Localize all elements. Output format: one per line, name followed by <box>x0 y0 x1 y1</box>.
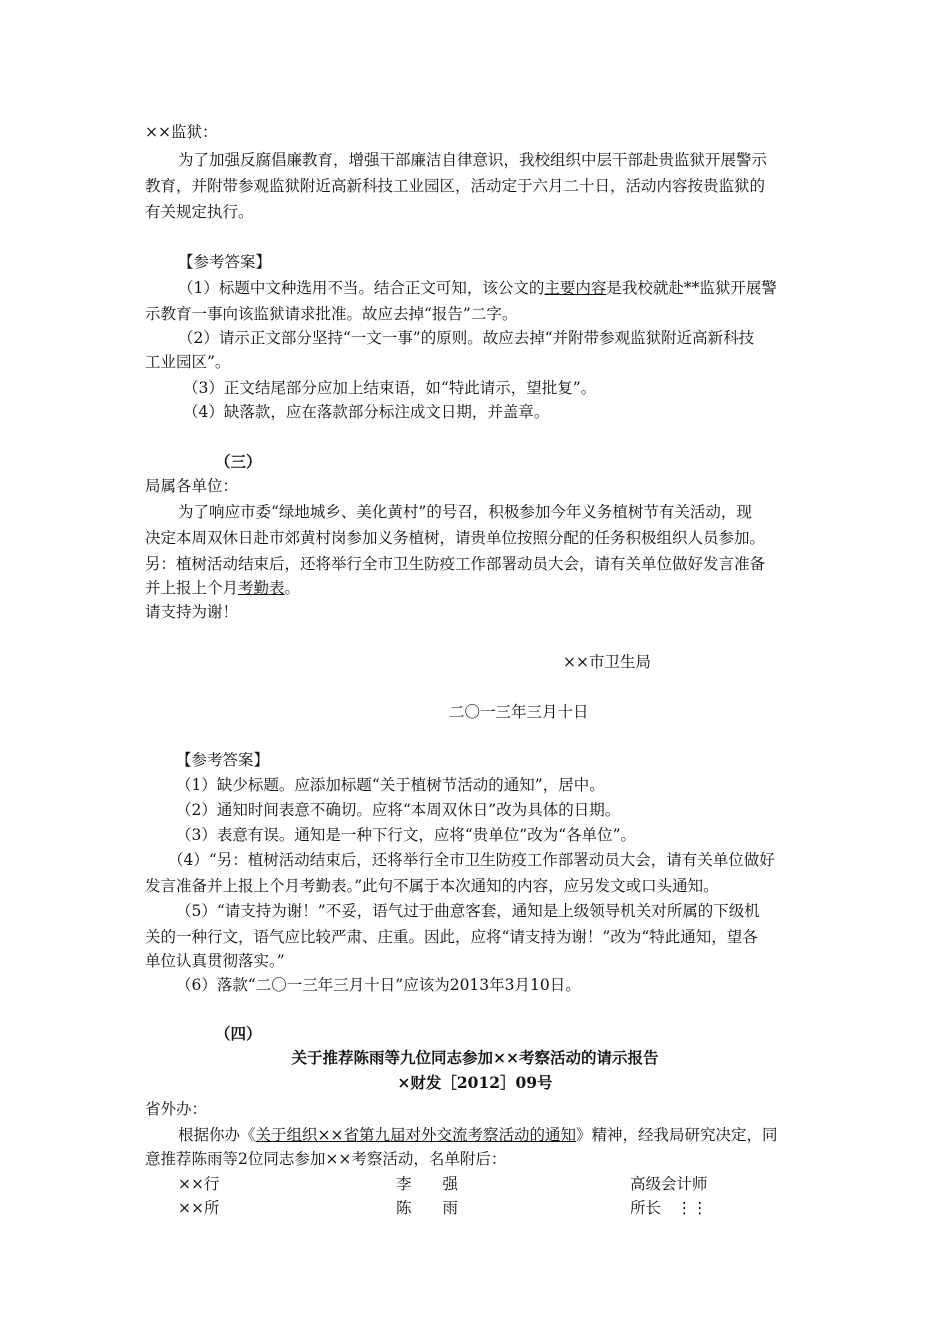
nominee-name: 陈 雨 <box>396 1199 459 1217</box>
sec2-answer-2: （2）请示正文部分坚持“一文一事”的原则。故应去掉“并附带参观监狱附近高新科技 <box>178 329 755 347</box>
sec2-body-line: 教育，并附带参观监狱附近高新科技工业园区，活动定于六月二十日，活动内容按贵监狱的 <box>145 177 766 195</box>
sec3-answer-2: （2）通知时间表意不确切。应将“本周双休日”改为具体的日期。 <box>176 801 621 819</box>
sec2-answer-2-cont: 工业园区”。 <box>145 353 231 371</box>
sec4-body-line: 根据你办《关于组织××省第九届对外交流考察活动的通知》精神，经我局研究决定，同 <box>178 1126 778 1144</box>
sec2-answer-1-cont: 示教育一事向该监狱请求批准。故应去掉“报告”二字。 <box>145 305 518 323</box>
sec3-signer: ××市卫生局 <box>563 653 651 671</box>
sec3-answer-5-cont: 关的一种行文，语气应比较严肃、庄重。因此，应将“请支持为谢！”改为“特此通知，望各 <box>145 928 758 946</box>
sec2-answer-3: （3）正文结尾部分应加上结束语，如“特此请示，望批复”。 <box>183 379 597 397</box>
underlined-document-title: 关于组织××省第九届对外交流考察活动的通知 <box>255 1126 576 1144</box>
sec2-answer-4: （4）缺落款，应在落款部分标注成文日期，并盖章。 <box>183 403 550 421</box>
sec2-body-line: 有关规定执行。 <box>145 203 254 221</box>
sec3-answer-4: （4）“另：植树活动结束后，还将举行全市卫生防疫工作部署动员大会，请有关单位做好 <box>168 851 775 869</box>
sec3-body-line: 决定本周双休日赴市郊黄村岗参加义务植树，请贵单位按照分配的任务积极组织人员参加。 <box>145 529 766 547</box>
sec3-thanks: 请支持为谢！ <box>145 603 239 621</box>
sec3-answer-3: （3）表意有误。通知是一种下行文，应将“贵单位”改为“各单位”。 <box>176 826 637 844</box>
sec3-body-line: 另：植树活动结束后，还将举行全市卫生防疫工作部署动员大会，请有关单位做好发言准备 <box>145 555 766 573</box>
sec4-heading: （四） <box>215 1024 262 1043</box>
sec4-doc-number: ×财发［2012］09号 <box>397 1073 553 1092</box>
nominee-title: 高级会计师 <box>630 1175 708 1193</box>
underlined-term: 主要内容 <box>544 279 607 297</box>
sec4-addressee: 省外办： <box>145 1100 208 1118</box>
sec3-heading: （三） <box>215 452 262 471</box>
sec3-body-line: 为了响应市委“绿地城乡、美化黄村”的号召，积极参加今年义务植树节有关活动，现 <box>178 503 752 521</box>
sec2-answer-1: （1）标题中文种选用不当。结合正文可知，该公文的主要内容是我校就赴**监狱开展警 <box>178 279 777 297</box>
sec3-answer-heading: 【参考答案】 <box>176 751 270 769</box>
sec2-addressee: ××监狱： <box>145 123 218 141</box>
sec4-body-line: 意推荐陈雨等2位同志参加××考察活动，名单附后： <box>145 1150 507 1168</box>
sec2-body-line: 为了加强反腐倡廉教育，增强干部廉洁自律意识，我校组织中层干部赴贵监狱开展警示 <box>178 151 768 169</box>
nominee-name: 李 强 <box>396 1175 459 1193</box>
sec3-addressee: 局属各单位： <box>145 477 239 495</box>
sec3-answer-4-cont: 发言准备并上报上个月考勤表。”此句不属于本次通知的内容，应另发文或口头通知。 <box>145 877 719 895</box>
nominee-unit: ××行 <box>178 1175 220 1193</box>
sec3-answer-6: （6）落款“二〇一三年三月十日”应该为2013年3月10日。 <box>176 976 581 994</box>
nominee-title: 所长 ⋮⋮ <box>630 1199 708 1217</box>
sec3-body-line: 并上报上个月考勤表。 <box>145 579 301 597</box>
sec4-title: 关于推荐陈雨等九位同志参加××考察活动的请示报告 <box>291 1048 659 1067</box>
underlined-term: 考勤表 <box>238 579 285 597</box>
sec3-answer-5-cont: 单位认真贯彻落实。” <box>145 952 285 970</box>
sec3-answer-5: （5）“请支持为谢！”不妥，语气过于曲意客套，通知是上级领导机关对所属的下级机 <box>176 902 760 920</box>
sec3-answer-1: （1）缺少标题。应添加标题“关于植树节活动的通知”，居中。 <box>176 776 605 794</box>
nominee-unit: ××所 <box>178 1199 220 1217</box>
sec2-answer-heading: 【参考答案】 <box>178 253 272 271</box>
sec3-date: 二〇一三年三月十日 <box>449 703 589 721</box>
